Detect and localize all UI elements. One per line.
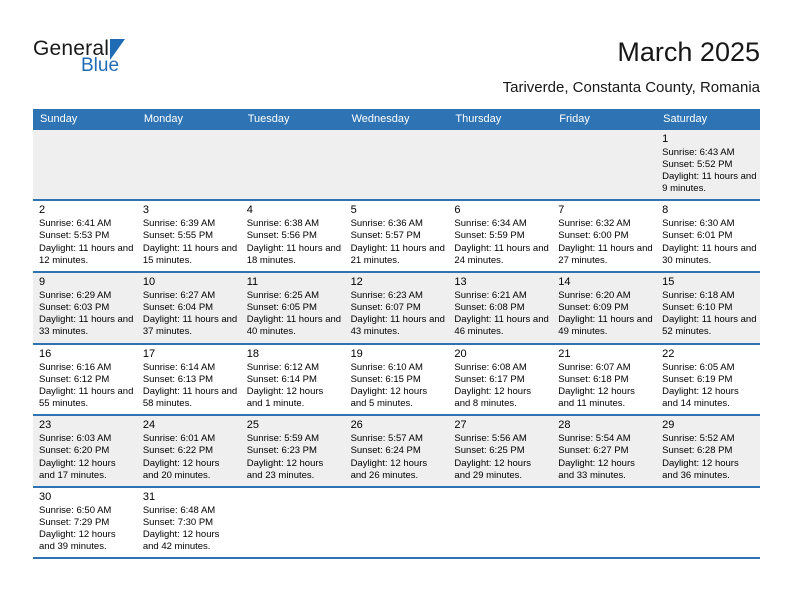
sunrise-text: Sunrise: 6:18 AM bbox=[662, 289, 735, 301]
day-number: 4 bbox=[246, 204, 253, 217]
sunset-text: Sunset: 6:17 PM bbox=[454, 373, 525, 385]
sunrise-text: Sunrise: 6:50 AM bbox=[39, 504, 112, 516]
day-cell-20 bbox=[448, 345, 552, 415]
sunset-text: Sunset: 6:08 PM bbox=[454, 302, 525, 314]
sunset-text: Sunset: 5:53 PM bbox=[39, 230, 110, 242]
sunset-text: Sunset: 6:27 PM bbox=[558, 445, 629, 457]
day-cell-16 bbox=[33, 345, 137, 415]
sunrise-text: Sunrise: 5:57 AM bbox=[350, 433, 423, 445]
day-number: 15 bbox=[662, 275, 675, 288]
daylight-text: Daylight: 12 hours and 39 minutes. bbox=[39, 529, 116, 553]
sunrise-text: Sunrise: 6:41 AM bbox=[39, 218, 112, 230]
day-cell-11 bbox=[241, 273, 345, 343]
day-number: 21 bbox=[558, 347, 571, 360]
sunset-text: Sunset: 7:29 PM bbox=[39, 516, 110, 528]
day-cell-5 bbox=[345, 201, 449, 271]
day-number: 20 bbox=[454, 347, 467, 360]
sunset-text: Sunset: 6:23 PM bbox=[246, 445, 317, 457]
daylight-text: Daylight: 11 hours and 58 minutes. bbox=[142, 385, 238, 410]
sunset-text: Sunset: 6:28 PM bbox=[662, 445, 733, 457]
daylight-text: Daylight: 12 hours and 11 minutes. bbox=[558, 385, 635, 410]
day-cell-30 bbox=[33, 488, 137, 558]
sunrise-text: Sunrise: 6:20 AM bbox=[558, 289, 631, 301]
weekday-header-sunday: Sunday bbox=[40, 112, 78, 125]
daylight-text: Daylight: 12 hours and 17 minutes. bbox=[39, 457, 116, 481]
day-cell-17 bbox=[137, 345, 241, 415]
sunset-text: Sunset: 6:24 PM bbox=[350, 445, 421, 457]
day-cell-4 bbox=[241, 201, 345, 271]
daylight-text: Daylight: 12 hours and 23 minutes. bbox=[246, 457, 324, 481]
sunrise-text: Sunrise: 6:12 AM bbox=[246, 361, 320, 373]
daylight-text: Daylight: 11 hours and 46 minutes. bbox=[454, 314, 549, 338]
sunrise-text: Sunrise: 6:05 AM bbox=[662, 361, 735, 373]
sunset-text: Sunset: 6:10 PM bbox=[662, 302, 733, 314]
sunrise-text: Sunrise: 6:23 AM bbox=[350, 289, 423, 301]
daylight-text: Daylight: 11 hours and 9 minutes. bbox=[662, 171, 757, 195]
day-cell-26 bbox=[345, 416, 449, 486]
weekday-header-row bbox=[33, 109, 760, 130]
daylight-text: Daylight: 11 hours and 15 minutes. bbox=[142, 242, 238, 266]
daylight-text: Daylight: 11 hours and 43 minutes. bbox=[350, 314, 445, 338]
day-cell-24 bbox=[137, 416, 241, 486]
day-number: 10 bbox=[142, 275, 156, 288]
sunset-text: Sunset: 6:12 PM bbox=[39, 373, 110, 385]
daylight-text: Daylight: 12 hours and 1 minute. bbox=[246, 385, 324, 410]
day-cell-empty bbox=[448, 488, 552, 558]
daylight-text: Daylight: 11 hours and 30 minutes. bbox=[662, 242, 757, 266]
sunrise-text: Sunrise: 6:43 AM bbox=[662, 146, 735, 158]
day-cell-empty bbox=[656, 488, 760, 558]
daylight-text: Daylight: 12 hours and 29 minutes. bbox=[454, 457, 531, 481]
day-cell-15 bbox=[656, 273, 760, 343]
day-number: 29 bbox=[662, 419, 675, 432]
day-cell-23 bbox=[33, 416, 137, 486]
sunset-text: Sunset: 5:59 PM bbox=[454, 230, 525, 242]
daylight-text: Daylight: 12 hours and 42 minutes. bbox=[142, 529, 220, 553]
daylight-text: Daylight: 11 hours and 33 minutes. bbox=[39, 314, 134, 338]
location-subtitle: Tariverde, Constanta County, Romania bbox=[502, 78, 760, 96]
day-cell-empty bbox=[241, 488, 345, 558]
day-cell-2 bbox=[33, 201, 137, 271]
daylight-text: Daylight: 12 hours and 5 minutes. bbox=[350, 385, 428, 410]
week-row-1 bbox=[33, 130, 760, 202]
daylight-text: Daylight: 12 hours and 14 minutes. bbox=[662, 385, 739, 410]
day-cell-31 bbox=[137, 488, 241, 558]
daylight-text: Daylight: 11 hours and 21 minutes. bbox=[350, 242, 445, 266]
day-cell-empty bbox=[345, 130, 449, 200]
day-cell-12 bbox=[345, 273, 449, 343]
sunset-text: Sunset: 6:05 PM bbox=[246, 302, 317, 314]
sunrise-text: Sunrise: 6:16 AM bbox=[39, 361, 112, 373]
sunset-text: Sunset: 6:04 PM bbox=[142, 302, 214, 314]
sunset-text: Sunset: 6:15 PM bbox=[350, 373, 421, 385]
day-cell-1 bbox=[656, 130, 760, 200]
weekday-header-tuesday: Tuesday bbox=[247, 112, 290, 125]
day-cell-empty bbox=[448, 130, 552, 200]
day-number: 1 bbox=[662, 132, 669, 145]
week-row-6 bbox=[33, 488, 760, 560]
sunset-text: Sunset: 6:03 PM bbox=[39, 302, 110, 314]
daylight-text: Daylight: 11 hours and 55 minutes. bbox=[39, 385, 134, 410]
sunset-text: Sunset: 6:18 PM bbox=[558, 373, 629, 385]
day-cell-empty bbox=[137, 130, 241, 200]
sunrise-text: Sunrise: 6:29 AM bbox=[39, 289, 112, 301]
day-cell-22 bbox=[656, 345, 760, 415]
day-cell-21 bbox=[552, 345, 656, 415]
sunset-text: Sunset: 6:19 PM bbox=[662, 373, 733, 385]
day-number: 12 bbox=[350, 275, 363, 288]
day-number: 8 bbox=[662, 204, 669, 217]
sunset-text: Sunset: 6:00 PM bbox=[558, 230, 629, 242]
page-header bbox=[33, 0, 760, 96]
logo-text-general: General bbox=[33, 37, 110, 60]
day-number: 30 bbox=[39, 490, 52, 503]
sunrise-text: Sunrise: 6:21 AM bbox=[454, 289, 527, 301]
day-cell-empty bbox=[33, 130, 137, 200]
day-number: 3 bbox=[142, 204, 149, 217]
sunrise-text: Sunrise: 6:32 AM bbox=[558, 218, 631, 230]
sunset-text: Sunset: 6:13 PM bbox=[142, 373, 214, 385]
day-number: 25 bbox=[246, 419, 259, 432]
day-cell-18 bbox=[241, 345, 345, 415]
sunrise-text: Sunrise: 5:54 AM bbox=[558, 433, 631, 445]
day-cell-6 bbox=[448, 201, 552, 271]
day-number: 22 bbox=[662, 347, 675, 360]
calendar-table bbox=[33, 109, 760, 560]
sunrise-text: Sunrise: 6:27 AM bbox=[142, 289, 216, 301]
day-number: 13 bbox=[454, 275, 467, 288]
general-blue-logo bbox=[33, 38, 125, 75]
day-number: 19 bbox=[350, 347, 363, 360]
day-number: 27 bbox=[454, 419, 467, 432]
day-cell-14 bbox=[552, 273, 656, 343]
sunset-text: Sunset: 5:56 PM bbox=[246, 230, 317, 242]
sunset-text: Sunset: 6:01 PM bbox=[662, 230, 733, 242]
sunrise-text: Sunrise: 6:48 AM bbox=[142, 504, 216, 516]
day-number: 9 bbox=[39, 275, 46, 288]
sunrise-text: Sunrise: 6:14 AM bbox=[142, 361, 216, 373]
sunset-text: Sunset: 7:30 PM bbox=[142, 516, 214, 528]
sunset-text: Sunset: 5:55 PM bbox=[142, 230, 214, 242]
week-row-2 bbox=[33, 201, 760, 273]
day-cell-empty bbox=[552, 130, 656, 200]
weekday-header-friday: Friday bbox=[559, 112, 590, 125]
day-number: 18 bbox=[246, 347, 259, 360]
day-number: 23 bbox=[39, 419, 52, 432]
sunset-text: Sunset: 6:09 PM bbox=[558, 302, 629, 314]
daylight-text: Daylight: 11 hours and 24 minutes. bbox=[454, 242, 549, 266]
sunrise-text: Sunrise: 6:36 AM bbox=[350, 218, 423, 230]
day-number: 2 bbox=[39, 204, 46, 217]
weekday-header-wednesday: Wednesday bbox=[351, 112, 410, 125]
sunrise-text: Sunrise: 6:08 AM bbox=[454, 361, 527, 373]
day-cell-8 bbox=[656, 201, 760, 271]
day-cell-empty bbox=[345, 488, 449, 558]
sunrise-text: Sunrise: 6:07 AM bbox=[558, 361, 631, 373]
daylight-text: Daylight: 11 hours and 37 minutes. bbox=[142, 314, 238, 338]
day-cell-empty bbox=[241, 130, 345, 200]
sunset-text: Sunset: 6:07 PM bbox=[350, 302, 421, 314]
weekday-header-monday: Monday bbox=[143, 112, 183, 125]
day-number: 31 bbox=[142, 490, 156, 503]
sunset-text: Sunset: 6:20 PM bbox=[39, 445, 110, 457]
day-cell-3 bbox=[137, 201, 241, 271]
day-cell-25 bbox=[241, 416, 345, 486]
weekday-header-saturday: Saturday bbox=[663, 112, 708, 125]
month-title: March 2025 bbox=[617, 37, 760, 67]
day-number: 16 bbox=[39, 347, 52, 360]
day-number: 28 bbox=[558, 419, 571, 432]
day-cell-27 bbox=[448, 416, 552, 486]
sunset-text: Sunset: 6:25 PM bbox=[454, 445, 525, 457]
sunrise-text: Sunrise: 6:34 AM bbox=[454, 218, 527, 230]
sunset-text: Sunset: 5:57 PM bbox=[350, 230, 421, 242]
daylight-text: Daylight: 11 hours and 52 minutes. bbox=[662, 314, 757, 338]
sunrise-text: Sunrise: 6:25 AM bbox=[246, 289, 320, 301]
sunrise-text: Sunrise: 6:38 AM bbox=[246, 218, 320, 230]
day-number: 6 bbox=[454, 204, 461, 217]
day-number: 24 bbox=[142, 419, 156, 432]
sunset-text: Sunset: 6:22 PM bbox=[142, 445, 214, 457]
sunrise-text: Sunrise: 6:03 AM bbox=[39, 433, 112, 445]
daylight-text: Daylight: 11 hours and 40 minutes. bbox=[246, 314, 342, 338]
sunrise-text: Sunrise: 5:56 AM bbox=[454, 433, 527, 445]
day-number: 14 bbox=[558, 275, 571, 288]
daylight-text: Daylight: 11 hours and 12 minutes. bbox=[39, 242, 134, 266]
day-cell-empty bbox=[552, 488, 656, 558]
day-number: 5 bbox=[350, 204, 357, 217]
daylight-text: Daylight: 11 hours and 18 minutes. bbox=[246, 242, 342, 266]
sunrise-text: Sunrise: 5:59 AM bbox=[246, 433, 320, 445]
day-cell-13 bbox=[448, 273, 552, 343]
daylight-text: Daylight: 12 hours and 26 minutes. bbox=[350, 457, 428, 481]
day-cell-29 bbox=[656, 416, 760, 486]
daylight-text: Daylight: 11 hours and 49 minutes. bbox=[558, 314, 653, 338]
day-cell-7 bbox=[552, 201, 656, 271]
weekday-header-thursday: Thursday bbox=[455, 112, 502, 125]
week-row-4 bbox=[33, 345, 760, 417]
sunset-text: Sunset: 6:14 PM bbox=[246, 373, 317, 385]
week-row-5 bbox=[33, 416, 760, 488]
daylight-text: Daylight: 11 hours and 27 minutes. bbox=[558, 242, 653, 266]
day-number: 17 bbox=[142, 347, 156, 360]
sunrise-text: Sunrise: 5:52 AM bbox=[662, 433, 735, 445]
day-cell-28 bbox=[552, 416, 656, 486]
logo-text-blue: Blue bbox=[81, 55, 120, 76]
sunset-text: Sunset: 5:52 PM bbox=[662, 158, 733, 170]
day-number: 7 bbox=[558, 204, 565, 217]
daylight-text: Daylight: 12 hours and 36 minutes. bbox=[662, 457, 739, 481]
day-cell-19 bbox=[345, 345, 449, 415]
day-number: 11 bbox=[246, 275, 259, 288]
title-block bbox=[503, 38, 760, 96]
sunrise-text: Sunrise: 6:01 AM bbox=[142, 433, 216, 445]
daylight-text: Daylight: 12 hours and 33 minutes. bbox=[558, 457, 635, 481]
daylight-text: Daylight: 12 hours and 20 minutes. bbox=[142, 457, 220, 481]
sunrise-text: Sunrise: 6:39 AM bbox=[142, 218, 216, 230]
day-cell-9 bbox=[33, 273, 137, 343]
sunrise-text: Sunrise: 6:30 AM bbox=[662, 218, 735, 230]
sunrise-text: Sunrise: 6:10 AM bbox=[350, 361, 423, 373]
day-cell-10 bbox=[137, 273, 241, 343]
calendar-weeks bbox=[33, 130, 760, 560]
day-number: 26 bbox=[350, 419, 363, 432]
week-row-3 bbox=[33, 273, 760, 345]
daylight-text: Daylight: 12 hours and 8 minutes. bbox=[454, 385, 531, 410]
